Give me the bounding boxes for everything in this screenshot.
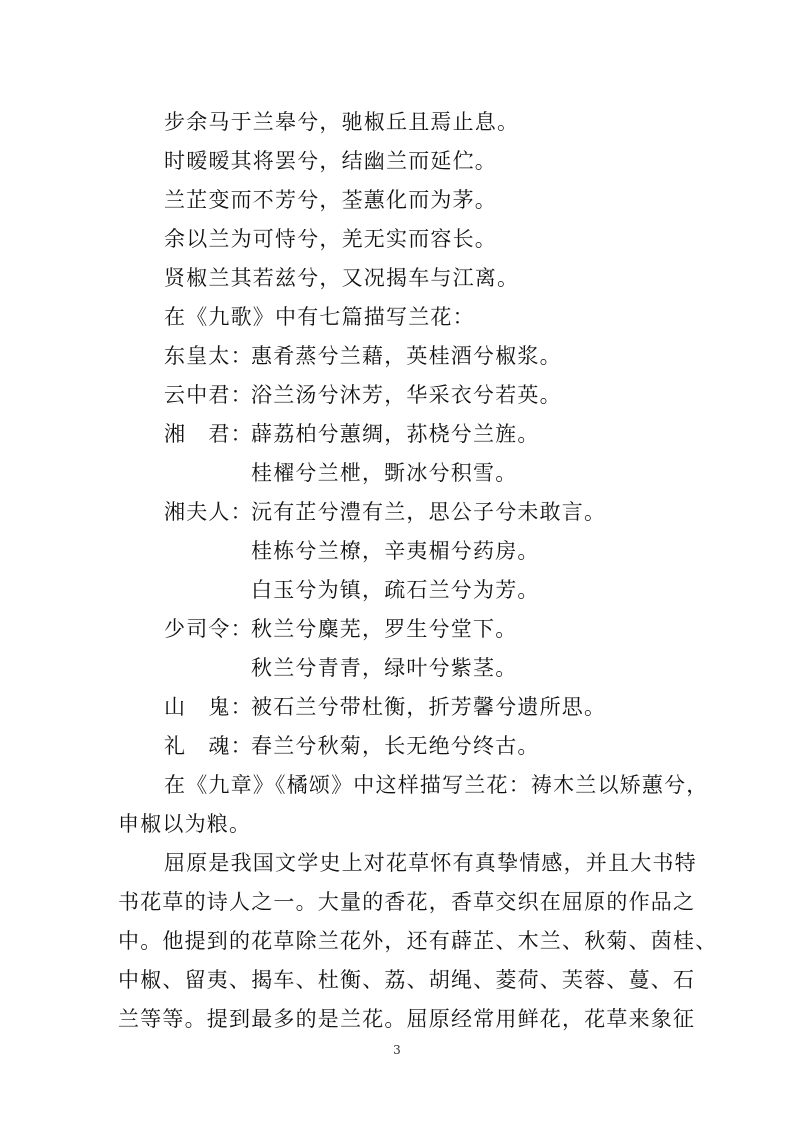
verse-text: 白玉兮为镇，疏石兰兮为芳。 (251, 578, 540, 602)
verse-line: 时暧暧其将罢兮，结幽兰而延伫。 (164, 149, 497, 173)
jiuge-entry (164, 342, 562, 370)
speaker-label: 少司令： (164, 617, 253, 641)
verse-text: 被石兰兮带杜衡，折芳馨兮遗所思。 (251, 695, 607, 719)
jiuge-entry (164, 615, 517, 643)
jiuge-entry (164, 693, 606, 721)
verse-line: 贤椒兰其若兹兮，又况揭车与江离。 (164, 266, 520, 290)
speaker-label: 山 鬼： (164, 695, 253, 719)
verse-text: 沅有芷兮澧有兰，思公子兮未敢言。 (251, 500, 607, 524)
jiuge-entry (164, 732, 540, 760)
speaker-label: 云中君： (164, 383, 253, 407)
jiuzhang-line: 在《九章》《橘颂》中这样描写兰花：祷木兰以矫蕙兮， (164, 773, 709, 797)
verse-line: 余以兰为可恃兮，羌无实而容长。 (164, 227, 497, 251)
page-number: 3 (393, 1043, 401, 1057)
verse-text: 惠肴蒸兮兰藉，英桂酒兮椒浆。 (251, 344, 562, 368)
paragraph-line: 书花草的诗人之一。大量的香花，香草交织在屈原的作品之 (118, 890, 696, 914)
speaker-label: 湘 君： (164, 422, 253, 446)
paragraph-line: 屈原是我国文学史上对花草怀有真挚情感，并且大书特 (164, 851, 697, 875)
verse-text: 秋兰兮青青，绿叶兮紫茎。 (251, 656, 518, 680)
verse-text: 薜荔柏兮蕙绸，荪桡兮兰旌。 (251, 422, 540, 446)
verse-text: 桂櫂兮兰枻，斲冰兮积雪。 (251, 461, 518, 485)
verse-line: 兰芷变而不芳兮，荃蕙化而为茅。 (164, 188, 497, 212)
verse-text: 春兰兮秋菊，长无绝兮终古。 (251, 734, 540, 758)
section-intro: 在《九歌》中有七篇描写兰花： (164, 305, 475, 329)
paragraph-line: 中椒、留夷、揭车、杜衡、荔、胡绳、菱荷、芙蓉、蔓、石 (118, 968, 696, 992)
speaker-label: 礼 魂： (164, 734, 253, 758)
jiuge-entry (164, 381, 562, 409)
verse-line: 步余马于兰皋兮，驰椒丘且焉止息。 (164, 110, 520, 134)
speaker-label: 东皇太： (164, 344, 253, 368)
jiuge-entry (164, 420, 540, 448)
jiuge-entry (164, 498, 606, 526)
paragraph-line: 兰等等。提到最多的是兰花。屈原经常用鲜花，花草来象征 (118, 1007, 696, 1031)
verse-text: 秋兰兮麋芜，罗生兮堂下。 (251, 617, 518, 641)
verse-text: 桂栋兮兰橑，辛夷楣兮药房。 (251, 539, 540, 563)
paragraph-line: 中。他提到的花草除兰花外，还有薜芷、木兰、秋菊、茵桂、 (118, 929, 718, 953)
jiuzhang-line: 申椒以为粮。 (118, 812, 252, 836)
speaker-label: 湘夫人： (164, 500, 253, 524)
verse-text: 浴兰汤兮沐芳，华采衣兮若英。 (251, 383, 562, 407)
